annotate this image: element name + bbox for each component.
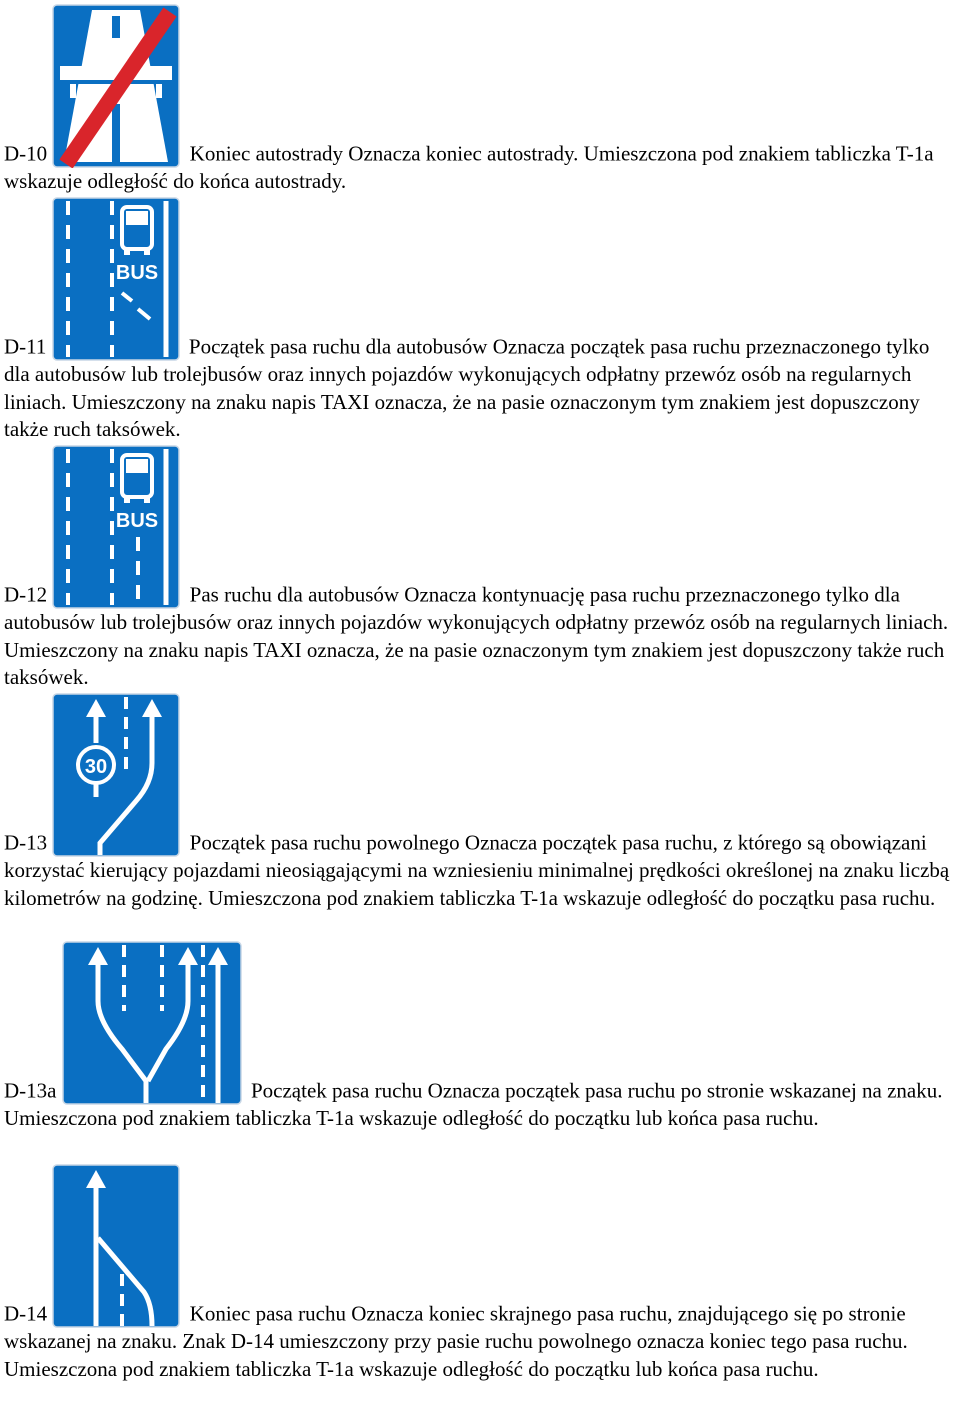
sign-entry-d13 [4, 693, 956, 912]
sign-description: Początek pasa ruchu powolnego Oznacza początek pasa ruchu, z którego są obowiązani korzystać kierujący pojazdami nieosiągającymi na wzniesieniu minimalnej prędkości określonej na znaku liczbą kilometrów na godzinę. Umieszczona pod znakiem tabliczka T-1a wskazuje odległość do początku pasa ruchu. [4, 830, 950, 910]
bus-lane-start-sign-icon [52, 197, 180, 361]
sign-entry-d13a [4, 941, 956, 1133]
sign-code: D-14 [4, 1301, 48, 1326]
sign-code: D-13 [4, 830, 48, 855]
sign-description: Koniec pasa ruchu Oznacza koniec skrajnego pasa ruchu, znajdującego się po stronie wskazanej na znaku. Znak D-14 umieszczony przy pasie ruchu powolnego oznacza koniec tego pasa ruchu. Umieszczona pod znakiem tabliczka T-1a wskazuje odległość do początku lub końca pasa ruchu. [4, 1301, 908, 1381]
sign-bus-text: BUS [116, 510, 159, 532]
sign-entry-d12 [4, 445, 956, 692]
sign-description: Początek pasa ruchu Oznacza początek pasa ruchu po stronie wskazanej na znaku. Umieszczona pod znakiem tabliczka T-1a wskazuje odległość do początku lub końca pasa ruchu. [4, 1078, 943, 1130]
sign-entry-d14 [4, 1164, 956, 1383]
sign-description: Początek pasa ruchu dla autobusów Oznacza początek pasa ruchu przeznaczonego tylko dla autobusów lub trolejbusów oraz innych pojazdów wykonujących odpłatny przewóz osób na regularnych liniach. Umieszczony na znaku napis TAXI oznacza, że na pasie oznaczonym tym znakiem jest dopuszczony także ruch taksówek. [4, 334, 930, 441]
bus-lane-sign-icon [52, 445, 180, 609]
lane-start-sign-icon [62, 941, 242, 1105]
slow-lane-start-sign-icon [52, 693, 180, 857]
sign-code: D-13a [4, 1078, 57, 1103]
sign-description: Koniec autostrady Oznacza koniec autostrady. Umieszczona pod znakiem tabliczka T-1a wskazuje odległość do końca autostrady. [4, 141, 934, 193]
end-of-motorway-sign-icon [52, 4, 180, 168]
lane-end-sign-icon [52, 1164, 180, 1328]
sign-entry-d11 [4, 197, 956, 444]
sign-code: D-12 [4, 582, 48, 607]
sign-speed-text: 30 [85, 756, 108, 778]
sign-description: Pas ruchu dla autobusów Oznacza kontynuację pasa ruchu przeznaczonego tylko dla autobusów lub trolejbusów oraz innych pojazdów wykonujących odpłatny przewóz osób na regularnych liniach. Umieszczony na znaku napis TAXI oznacza, że na pasie oznaczonym tym znakiem jest dopuszczony także ruch taksówek. [4, 582, 949, 689]
sign-bus-text: BUS [115, 262, 158, 284]
sign-code: D-11 [4, 334, 47, 359]
sign-entry-d10 [4, 4, 956, 196]
sign-code: D-10 [4, 141, 48, 166]
